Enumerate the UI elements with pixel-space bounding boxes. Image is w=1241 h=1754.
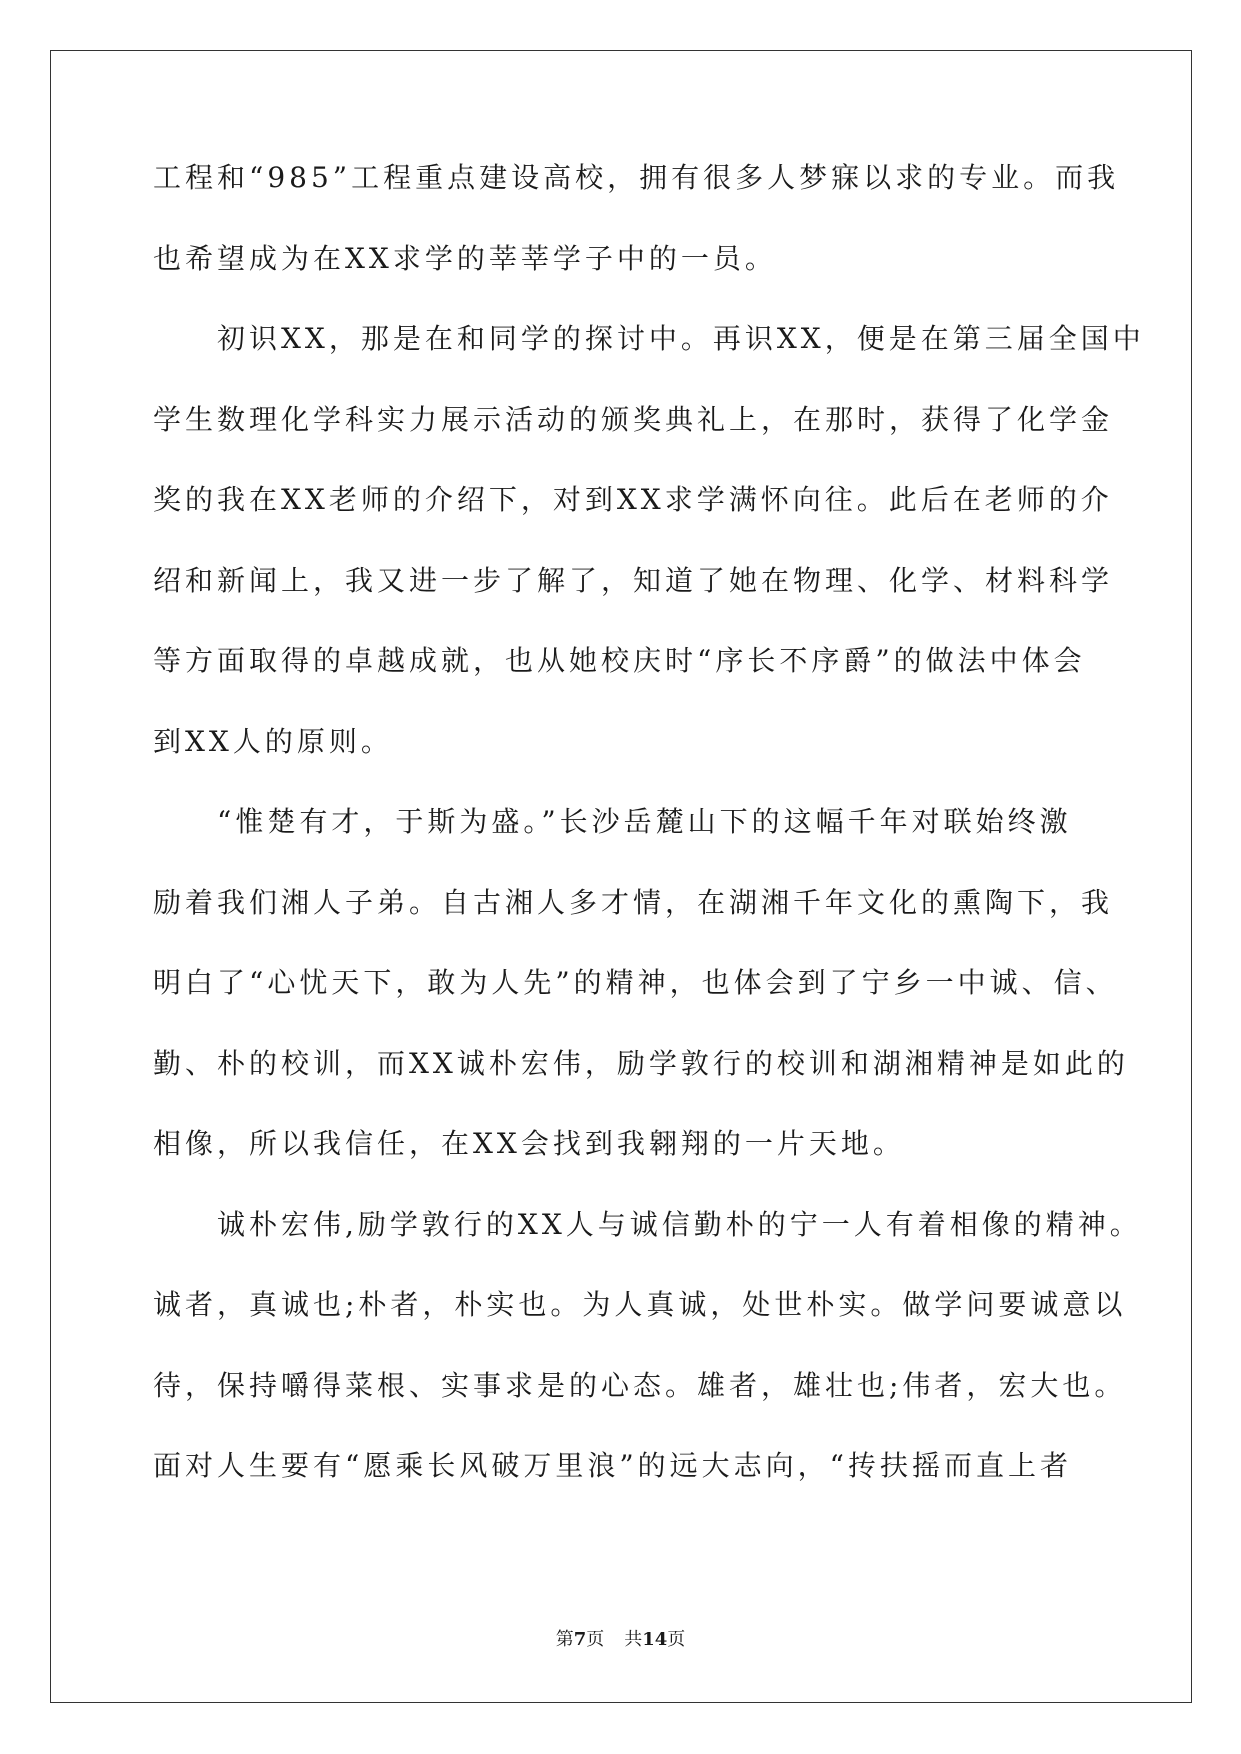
- text-line: 待，保持嚼得菜根、实事求是的心态。雄者，雄壮也;伟者，宏大也。: [153, 1368, 1127, 1402]
- text-line: 诚者，真诚也;朴者，朴实也。为人真诚，处世朴实。做学问要诚意以: [153, 1288, 1127, 1321]
- text-line: 工程和“985”工程重点建设高校，拥有很多人梦寐以求的专业。而我: [153, 161, 1120, 194]
- text-line: 面对人生要有“愿乘长风破万里浪”的远大志向，“抟扶摇而直上者: [153, 1449, 1072, 1482]
- page-total: 14: [642, 1629, 668, 1650]
- text-line: 明白了“心忧天下，敢为人先”的精神，也体会到了宁乡一中诚、信、: [153, 966, 1118, 999]
- text-line: “惟楚有才，于斯为盛。”长沙岳麓山下的这幅千年对联始终激: [217, 805, 1072, 838]
- text-line: 相像，所以我信任，在XX会找到我翱翔的一片天地。: [153, 1127, 905, 1160]
- page-footer: [0, 1630, 1241, 1650]
- text-line: 到XX人的原则。: [153, 724, 393, 758]
- text-line: 学生数理化学科实力展示活动的颁奖典礼上，在那时，获得了化学金: [153, 402, 1114, 436]
- text-line: 绍和新闻上，我又进一步了解了，知道了她在物理、化学、材料科学: [153, 563, 1114, 597]
- text-line: 奖的我在XX老师的介绍下，对到XX求学满怀向往。此后在老师的介: [153, 483, 1113, 516]
- page-prefix: 第: [555, 1629, 574, 1650]
- total-prefix: 共: [624, 1629, 643, 1650]
- text-line: 也希望成为在XX求学的莘莘学子中的一员。: [153, 241, 777, 275]
- total-suffix: 页: [667, 1629, 686, 1650]
- page-suffix: 页: [586, 1629, 605, 1650]
- text-line: 诚朴宏伟,励学敦行的XX人与诚信勤朴的宁一人有着相像的精神。: [217, 1207, 1142, 1241]
- document-body: [153, 161, 1145, 1531]
- text-line: 等方面取得的卓越成就，也从她校庆时“序长不序爵”的做法中体会: [153, 644, 1086, 677]
- text-line: 励着我们湘人子弟。自古湘人多才情，在湖湘千年文化的熏陶下，我: [153, 885, 1114, 919]
- text-line: 初识XX，那是在和同学的探讨中。再识XX，便是在第三届全国中: [217, 322, 1145, 355]
- page-current: 7: [573, 1629, 587, 1650]
- text-line: 勤、朴的校训，而XX诚朴宏伟，励学敦行的校训和湖湘精神是如此的: [153, 1046, 1129, 1080]
